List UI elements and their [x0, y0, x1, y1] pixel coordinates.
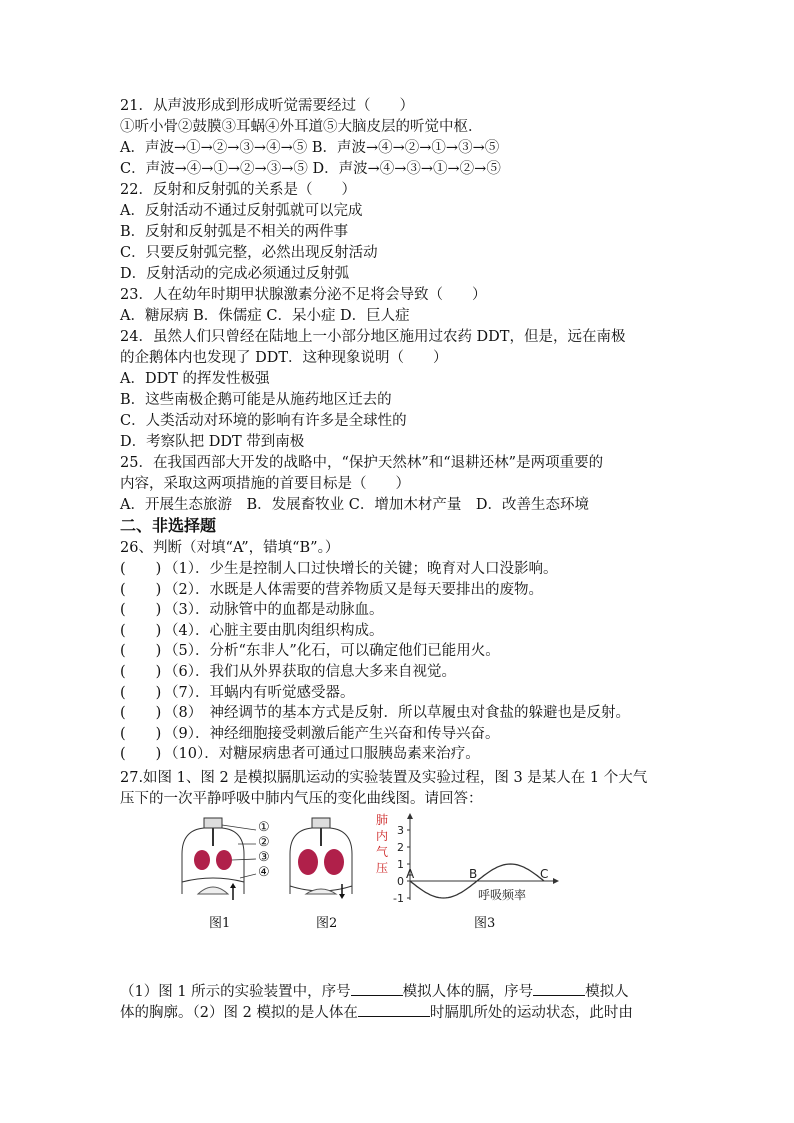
paren-close: ): [155, 725, 162, 742]
y-axis-arrow: [407, 813, 413, 819]
judgement-item: [120, 703, 630, 723]
paren-close: ): [155, 746, 162, 763]
judgement-item: [120, 600, 383, 620]
q22-option-c: C．只要反射弧完整，必然出现反射活动: [120, 245, 378, 261]
point-label: C: [540, 867, 549, 881]
judgement-text: （3）．动脉管中的血都是动脉血。: [164, 602, 384, 619]
figure-2-bell-jar-apparatus: [286, 816, 362, 900]
ylabel-char: 气: [376, 845, 389, 859]
q24-option-d: D．考察队把 DDT 带到南极: [120, 434, 305, 450]
answer-paren[interactable]: [120, 621, 164, 641]
balloon-right: [324, 849, 344, 875]
q27-sub-1-part-3: 模拟人: [585, 984, 629, 1000]
figure-1-caption: 图1: [209, 916, 231, 931]
y-tick-label: 1: [397, 858, 404, 871]
q27-sub-2: [120, 1002, 633, 1023]
paren-open: (: [120, 643, 126, 660]
paren-open: (: [120, 746, 126, 763]
section-heading: 二、非选择题: [120, 516, 217, 535]
q23-options: A．糖尿病 B．侏儒症 C．呆小症 D．巨人症: [120, 308, 410, 324]
q21-options-ab: A．声波→①→②→③→④→⑤ B．声波→④→②→①→③→⑤: [120, 140, 500, 156]
y-tick-label: 0: [397, 875, 404, 888]
y-tick-label: 3: [397, 824, 404, 837]
rubber-membrane: [182, 878, 244, 882]
answer-blank-diaphragm[interactable]: [351, 981, 403, 996]
q21-stem: 21．从声波形成到形成听觉需要经过（ ）: [120, 98, 414, 114]
q25-options: A．开展生态旅游 B．发展畜牧业 C．增加木材产量 D．改善生态环境: [120, 497, 589, 513]
point-label: A: [406, 867, 415, 881]
paren-open: (: [120, 602, 126, 619]
y-tick-label: 2: [397, 841, 404, 854]
hand: [306, 889, 336, 894]
paren-open: (: [120, 705, 126, 722]
q27-sub-1-part-2: 模拟人体的膈，序号: [402, 984, 534, 1000]
q22-option-d: D．反射活动的完成必须通过反射弧: [120, 266, 350, 282]
q24-stem-2: 的企鹅体内也发现了 DDT．这种现象说明（ ）: [120, 350, 448, 366]
q22-stem: 22．反射和反射弧的关系是（ ）: [120, 182, 356, 198]
answer-paren[interactable]: [120, 662, 164, 682]
judgement-text: （8） 神经调节的基本方式是反射．所以草履虫对食盐的躲避也是反射。: [164, 705, 630, 722]
paren-close: ): [155, 684, 162, 701]
label-1: ①: [258, 820, 270, 835]
paren-close: ): [155, 664, 162, 680]
paren-open: (: [120, 622, 126, 639]
answer-paren[interactable]: [120, 559, 164, 579]
judgement-item: [120, 662, 456, 682]
answer-blank-breathing-state[interactable]: [358, 1002, 430, 1017]
judgement-item: [120, 641, 500, 661]
q24-option-c: C．人类活动对环境的影响有许多是全球性的: [120, 413, 407, 429]
judgement-text: （2）．水既是人体需要的营养物质又是每天要排出的废物。: [164, 581, 543, 598]
y-tick-label: -1: [393, 892, 404, 905]
judgement-item: [120, 744, 480, 764]
judgement-text: （7）．耳蜗内有听觉感受器。: [164, 684, 355, 701]
answer-paren[interactable]: [120, 580, 164, 600]
paren-close: ): [155, 602, 162, 619]
q21-list: ①听小骨②鼓膜③耳蜗④外耳道⑤大脑皮层的听觉中枢．: [120, 119, 483, 135]
label-2: ②: [258, 835, 270, 850]
judgement-text: （9）．神经细胞接受刺激后能产生兴奋和传导兴奋。: [164, 725, 500, 742]
q25-stem-1: 25．在我国西部大开发的战略中，“保护天然林”和“退耕还林”是两项重要的: [120, 455, 604, 471]
answer-paren[interactable]: [120, 703, 164, 723]
q24-option-a: A．DDT 的挥发性极强: [120, 371, 270, 387]
label-4: ④: [258, 865, 270, 880]
label-3: ③: [258, 850, 270, 865]
answer-paren[interactable]: [120, 600, 164, 620]
judgement-text: （10）．对糖尿病患者可通过口服胰岛素来治疗。: [164, 746, 480, 763]
figure-3-pressure-chart: [366, 812, 562, 908]
q22-option-b: B．反射和反射弧是不相关的两件事: [120, 224, 349, 240]
paren-close: ): [155, 643, 162, 660]
q27-sub-2-part-2: 时膈肌所处的运动状态，此时由: [429, 1005, 633, 1021]
q21-options-cd: C．声波→④→①→②→③→⑤ D．声波→④→③→①→②→⑤: [120, 161, 501, 177]
balloon-right: [216, 850, 232, 870]
figure-1-labels: [258, 820, 270, 880]
judgement-item: [120, 683, 354, 703]
judgement-item: [120, 580, 543, 600]
answer-paren[interactable]: [120, 683, 164, 703]
answer-blank-thorax[interactable]: [533, 981, 585, 996]
judgement-text: （5）．分析“东非人”化石，可以确定他们已能用火。: [164, 643, 500, 660]
paren-close: ): [155, 705, 162, 722]
q27-sub-1: [120, 981, 629, 1002]
hand: [198, 887, 228, 894]
ylabel-char: 内: [376, 829, 389, 843]
q24-stem-1: 24．虽然人们只曾经在陆地上一小部分地区施用过农药 DDT，但是，远在南极: [120, 329, 626, 345]
judgement-text: （6）．我们从外界获取的信息大多来自视觉。: [164, 664, 456, 680]
paren-open: (: [120, 684, 126, 701]
q27-sub-1-part-1: （1）图 1 所示的实验装置中，序号: [120, 984, 351, 1000]
ylabel-char: 压: [376, 861, 389, 875]
paren-open: (: [120, 581, 126, 598]
q27-stem-2: 压下的一次平静呼吸中肺内气压的变化曲线图。请回答：: [120, 791, 483, 807]
answer-paren[interactable]: [120, 641, 164, 661]
answer-paren[interactable]: [120, 724, 164, 744]
q27-stem-1: 27.如图 1、图 2 是模拟膈肌运动的实验装置及实验过程，图 3 是某人在 1 个大气: [120, 770, 648, 786]
q26-stem: 26、判断（对填“A”，错填“B”。）: [120, 540, 340, 556]
paren-open: (: [120, 664, 126, 680]
paren-close: ): [155, 622, 162, 639]
paren-open: (: [120, 725, 126, 742]
x-axis-arrow: [553, 878, 559, 884]
figure-2-caption: 图2: [316, 916, 338, 931]
x-axis-label: 呼吸频率: [478, 888, 527, 902]
paren-close: ): [155, 581, 162, 598]
answer-paren[interactable]: [120, 744, 164, 764]
judgement-item: [120, 559, 557, 579]
q23-stem: 23．人在幼年时期甲状腺激素分泌不足将会导致（ ）: [120, 287, 487, 303]
q24-option-b: B．这些南极企鹅可能是从施药地区迁去的: [120, 392, 392, 408]
point-label: B: [469, 867, 478, 881]
jar-stopper: [204, 818, 222, 828]
ylabel-char: 肺: [376, 813, 389, 827]
q27-sub-2-part-1: 体的胸廓。（2）图 2 模拟的是人体在: [120, 1005, 358, 1021]
judgement-text: （4）．心脏主要由肌肉组织构成。: [164, 622, 384, 639]
judgement-item: [120, 724, 499, 744]
q25-stem-2: 内容，采取这两项措施的首要目标是（ ）: [120, 476, 410, 492]
balloon-left: [298, 849, 318, 875]
q22-option-a: A．反射活动不通过反射弧就可以完成: [120, 203, 363, 219]
judgement-text: （1）．少生是控制人口过快增长的关键；晚育对人口没影响。: [164, 561, 558, 577]
judgement-item: [120, 621, 383, 641]
balloon-left: [194, 850, 210, 870]
chart-ylabel: [376, 812, 388, 875]
paren-close: ): [155, 561, 162, 577]
figure-3-caption: 图3: [474, 916, 496, 931]
paren-open: (: [120, 561, 126, 577]
